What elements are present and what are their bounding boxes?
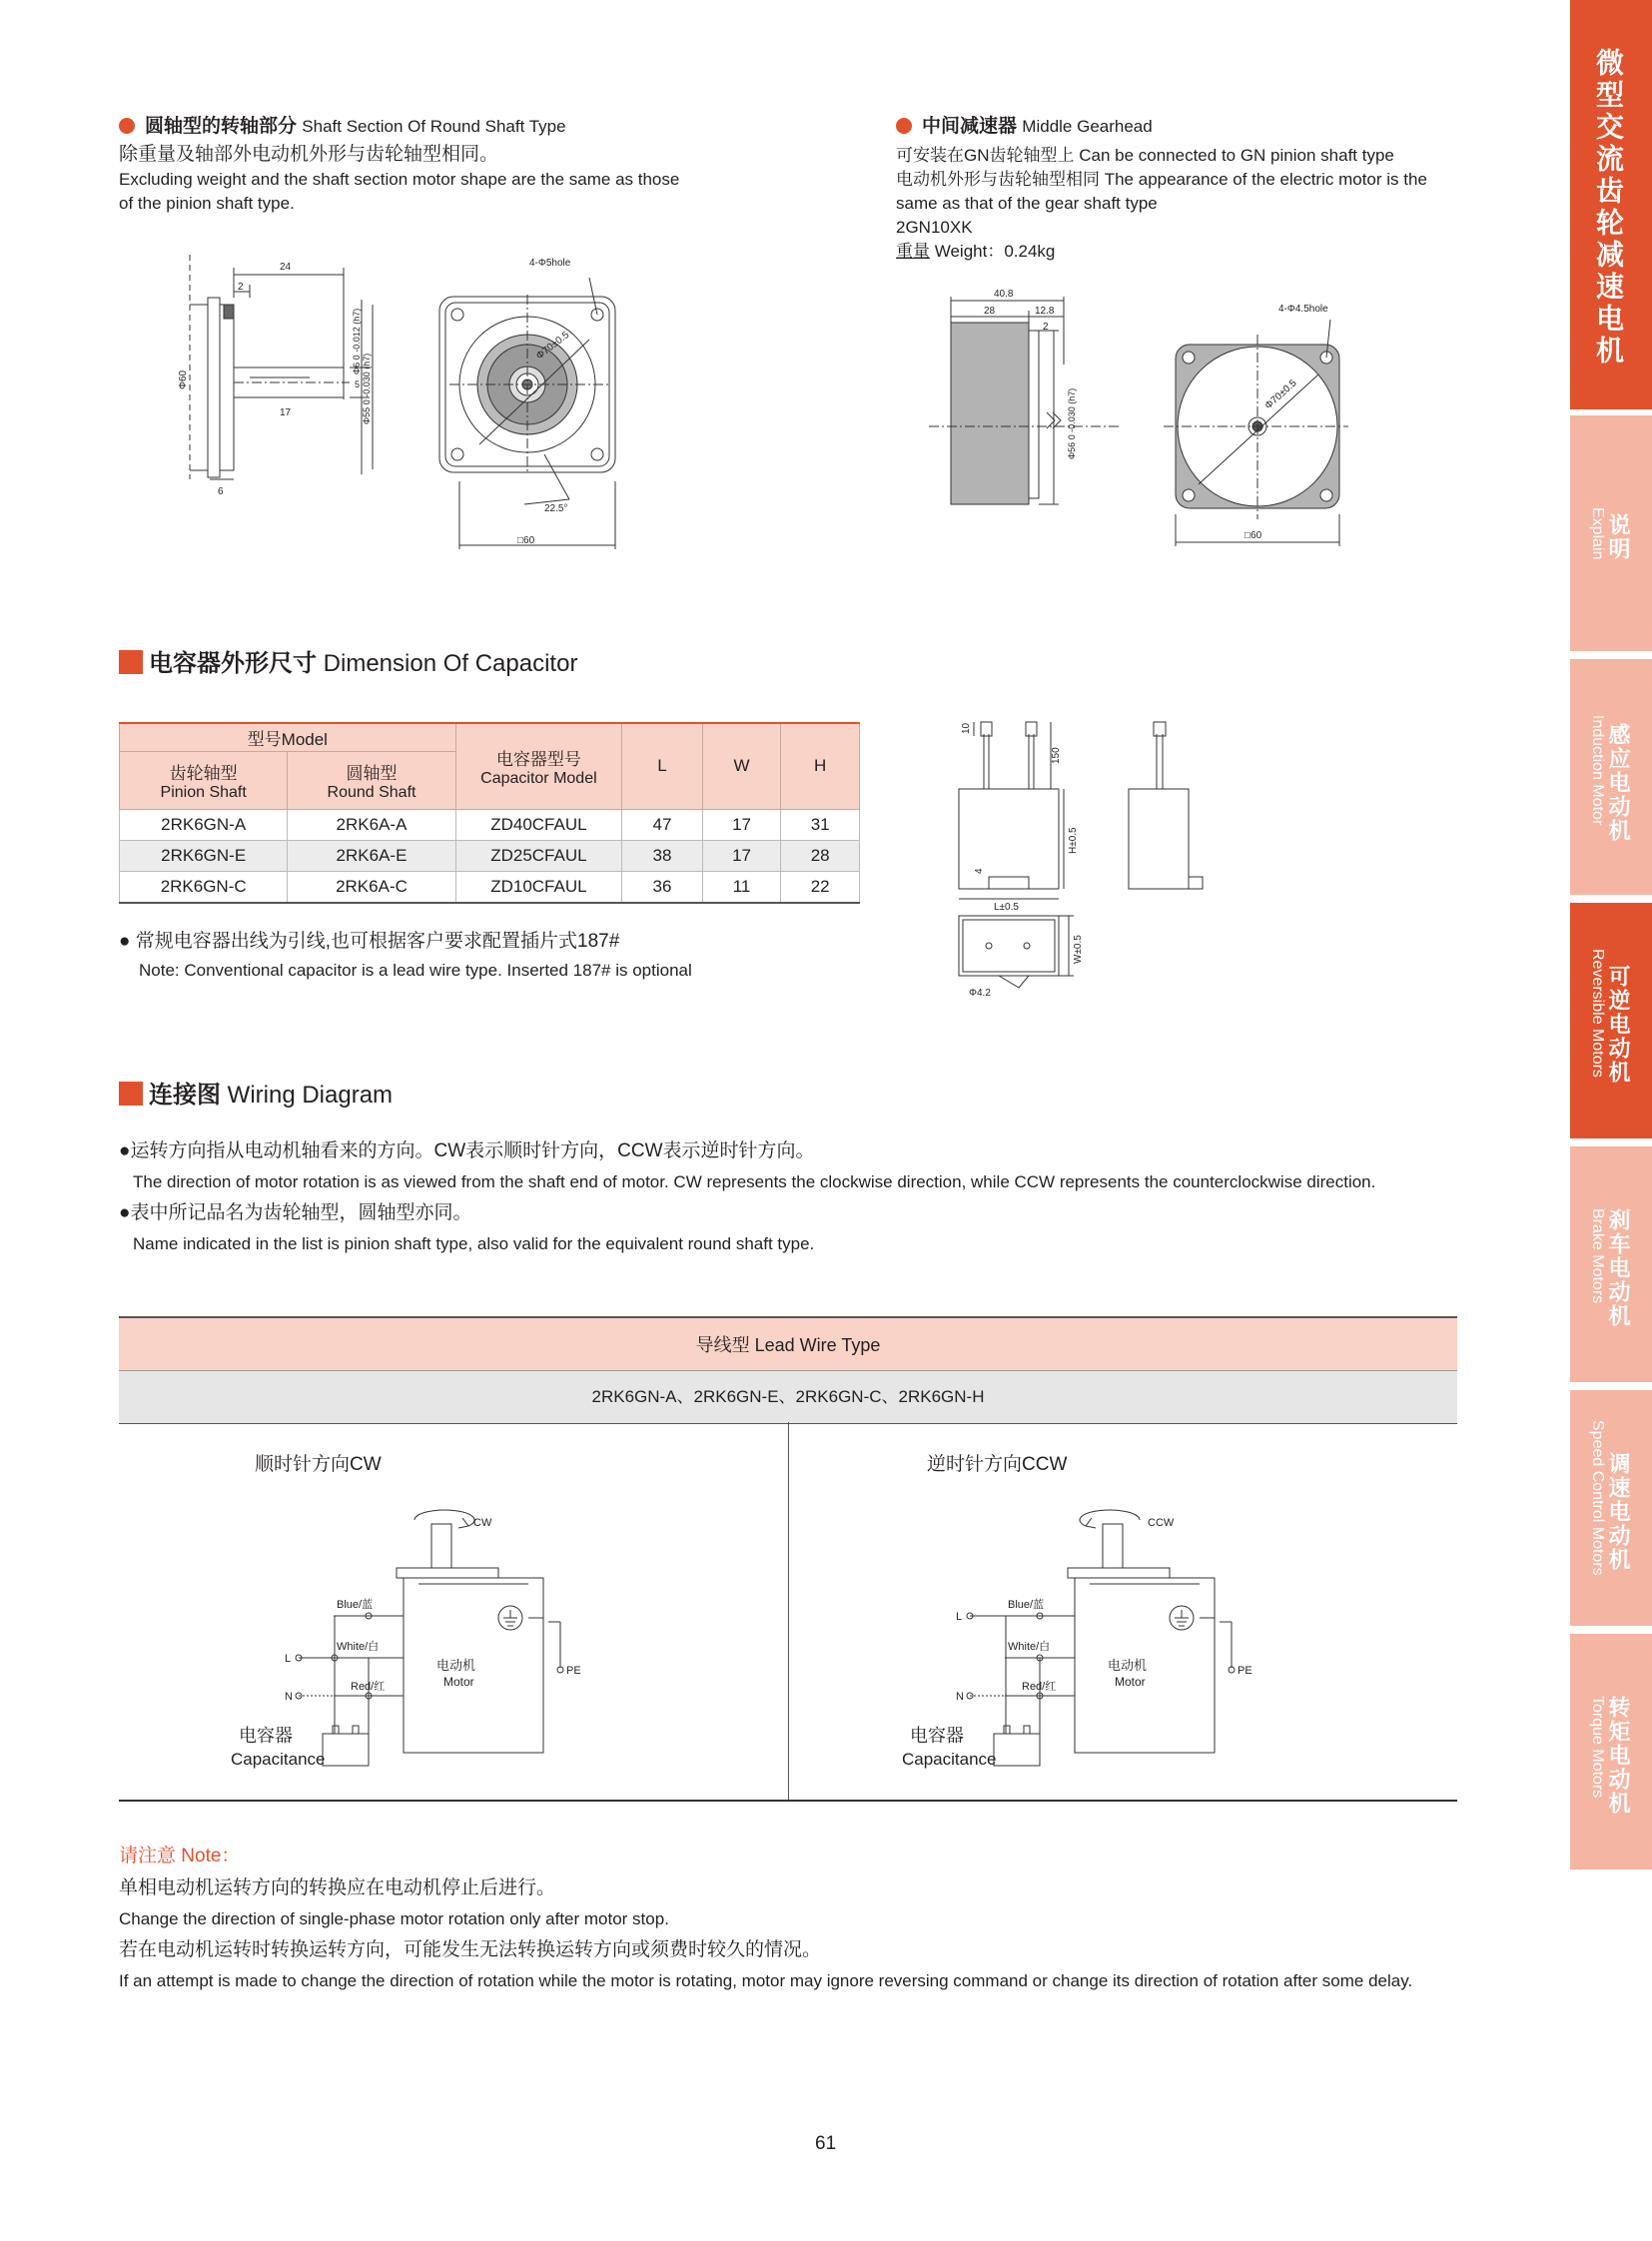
sidebar-tab-sublabel: Reversible Motors xyxy=(1589,949,1606,1078)
table-header-capacitor-cn: 电容器型号 xyxy=(495,749,581,769)
red-wire-label: Red/红 xyxy=(351,1681,386,1693)
table-header-capacitor xyxy=(455,723,622,809)
cw-title: 顺时针方向CW xyxy=(255,1454,382,1475)
motor-label-en: Motor xyxy=(443,1675,474,1689)
column-divider xyxy=(788,1422,789,1800)
notes-line-3: 若在电动机运转时转换运转方向，可能发生无法转换运转方向或须费时较久的情况。 xyxy=(119,1939,822,1960)
round-shaft-desc-en-2: of the pinion shaft type. xyxy=(119,194,295,213)
wiring-table-models: 2RK6GN-A、2RK6GN-E、2RK6GN-C、2RK6GN-H xyxy=(119,1370,1457,1424)
dim-10: 10 xyxy=(961,722,972,734)
dim-2: 2 xyxy=(1043,322,1049,333)
round-shaft-desc-en-1: Excluding weight and the shaft section motor shape are the same as those xyxy=(119,170,680,189)
table-header-round-cn: 圆轴型 xyxy=(346,763,398,783)
round-shaft-desc-cn: 除重量及轴部外电动机外形与齿轮轴型相同。 xyxy=(119,144,499,165)
table-header-round-en: Round Shaft xyxy=(327,783,416,801)
sidebar-tab-title xyxy=(1570,0,1652,409)
table-header-l: L xyxy=(622,723,703,809)
capacitor-title-cn: 电容器外形尺寸 xyxy=(149,650,317,677)
gearhead-title-en: Middle Gearhead xyxy=(1022,117,1153,136)
wiring-bullet-1-en: The direction of motor rotation is as viewed from the shaft end of motor. CW represents the clockwise direction, while CCW represents the counterclockwise direction. xyxy=(133,1172,1376,1191)
gearhead-line-2: 电动机外形与齿轮轴型相同 The appearance of the electric motor is the xyxy=(896,170,1427,189)
sidebar-tab-sublabel: Induction Motor xyxy=(1589,715,1606,826)
wiring-title-cn: 连接图 xyxy=(149,1082,221,1109)
capacitor-title-en: Dimension Of Capacitor xyxy=(323,650,578,677)
dim-phi55: Φ55 0 -0.030 (h7) xyxy=(362,353,372,424)
notes-line-2: Change the direction of single-phase motor rotation only after motor stop. xyxy=(119,1909,669,1928)
gearhead-line-3: same as that of the gear shaft type xyxy=(896,194,1158,213)
wiring-title-en: Wiring Diagram xyxy=(227,1082,394,1109)
table-header-w: W xyxy=(702,723,781,809)
white-wire-label: White/白 xyxy=(1008,1641,1051,1653)
round-shaft-section xyxy=(119,114,718,216)
dim-sq60: □60 xyxy=(1244,530,1262,541)
l-terminal-label: L xyxy=(285,1653,292,1665)
capacitor-note-en: Note: Conventional capacitor is a lead wire type. Inserted 187# is optional xyxy=(139,961,692,980)
motor-label-en: Motor xyxy=(1115,1675,1146,1689)
bullet-icon xyxy=(896,118,912,134)
sidebar-tab-induction[interactable] xyxy=(1570,659,1652,895)
sidebar-tab-torque[interactable] xyxy=(1570,1634,1652,1869)
dim-phi60: Φ60 xyxy=(178,370,189,389)
blue-wire-label: Blue/蓝 xyxy=(1008,1599,1045,1611)
table-header-h: H xyxy=(781,723,860,809)
dim-h: H±0.5 xyxy=(1068,827,1079,854)
wiring-bullet-2-cn: ●表中所记品名为齿轮轴型，圆轴型亦同。 xyxy=(119,1202,472,1223)
table-cell: 2RK6GN-A xyxy=(120,809,288,840)
sidebar-tab-label: 微型交流齿轮减速电机 xyxy=(1593,48,1624,368)
wiring-section-title xyxy=(119,1081,393,1111)
dim-12-8: 12.8 xyxy=(1035,306,1055,317)
sidebar-tab-speed[interactable] xyxy=(1570,1390,1652,1626)
section-marker-icon xyxy=(119,650,143,674)
table-cell: 17 xyxy=(702,809,781,840)
table-header-pinion-en: Pinion Shaft xyxy=(160,783,247,801)
round-shaft-title-cn: 圆轴型的转轴部分 xyxy=(145,116,298,137)
wiring-table-header: 导线型 Lead Wire Type xyxy=(119,1316,1457,1372)
sidebar-tab-label: 说明 xyxy=(1606,513,1631,561)
gearhead-section xyxy=(896,114,1495,264)
table-cell: 2RK6A-E xyxy=(288,840,455,871)
dim-phi42: Φ4.2 xyxy=(969,988,991,999)
table-cell: 47 xyxy=(622,809,703,840)
notes-line-1: 单相电动机运转方向的转换应在电动机停止后进行。 xyxy=(119,1877,556,1898)
wiring-bullet-1-cn: ●运转方向指从电动机轴看来的方向。CW表示顺时针方向，CCW表示逆时针方向。 xyxy=(119,1140,815,1161)
dim-phi70: Φ70±0.5 xyxy=(1262,377,1299,412)
motor-label-cn: 电动机 xyxy=(436,1658,476,1673)
sidebar-tab-label: 转矩电动机 xyxy=(1606,1696,1631,1816)
l-terminal-label: L xyxy=(956,1611,963,1623)
dim-150: 150 xyxy=(1051,747,1062,764)
sidebar-tab-brake[interactable] xyxy=(1570,1146,1652,1382)
table-cell: 2RK6GN-C xyxy=(120,871,288,903)
round-shaft-title-en: Shaft Section Of Round Shaft Type xyxy=(302,117,566,136)
notes-line-4: If an attempt is made to change the direction of rotation while the motor is rotating, motor may ignore reversing command or change its direction of rotation after some delay. xyxy=(119,1971,1413,1990)
notes-section xyxy=(119,1844,1537,1993)
table-cell: 2RK6A-C xyxy=(288,871,455,903)
red-wire-label: Red/红 xyxy=(1022,1681,1057,1693)
table-header-pinion-cn: 齿轮轴型 xyxy=(169,763,238,783)
ccw-title: 逆时针方向CCW xyxy=(927,1454,1068,1475)
table-row xyxy=(120,871,860,903)
dim-phi56: Φ56 0 -0.030 (h7) xyxy=(1067,387,1077,459)
table-cell: 38 xyxy=(622,840,703,871)
page-number: 61 xyxy=(815,2133,837,2154)
capacitor-drawing xyxy=(939,714,1239,1014)
table-cell: 36 xyxy=(622,871,703,903)
gearhead-drawing xyxy=(929,285,1448,554)
dim-l: L±0.5 xyxy=(994,902,1019,913)
wiring-table-body xyxy=(119,1422,1457,1802)
sidebar-tab-label: 刹车电动机 xyxy=(1606,1208,1631,1328)
n-terminal-label: N xyxy=(285,1691,293,1703)
dim-6: 6 xyxy=(218,486,224,497)
capacitor-label-cn: 电容器 xyxy=(239,1726,293,1746)
dim-w: W±0.5 xyxy=(1073,935,1084,964)
sidebar-tab-reversible[interactable] xyxy=(1570,903,1652,1138)
dim-2: 2 xyxy=(238,282,244,293)
table-cell: 2RK6A-A xyxy=(288,809,455,840)
dim-phi6: Φ6 0 -0.012 (h7) xyxy=(352,308,362,374)
table-header-model: 型号Model xyxy=(120,723,456,751)
dim-4: 4 xyxy=(974,868,985,874)
wiring-notes xyxy=(119,1138,1517,1256)
dim-hole: 4-Φ5hole xyxy=(529,258,571,269)
capacitor-section-title xyxy=(119,649,577,679)
table-cell: ZD40CFAUL xyxy=(455,809,622,840)
capacitor-label-cn: 电容器 xyxy=(910,1726,964,1746)
dim-sq60: □60 xyxy=(517,535,535,546)
cw-label: CW xyxy=(473,1517,492,1529)
blue-wire-label: Blue/蓝 xyxy=(337,1599,374,1611)
dim-phi70: Φ70±0.5 xyxy=(534,329,572,363)
dim-5: 5 xyxy=(355,379,361,389)
sidebar-tab-sublabel: Explain xyxy=(1589,507,1606,560)
round-shaft-drawing xyxy=(150,250,669,549)
sidebar-tab-sublabel: Speed Control Motors xyxy=(1589,1420,1606,1576)
capacitor-table xyxy=(119,722,860,904)
capacitor-note-cn: ● 常规电容器出线为引线,也可根据客户要求配置插片式187# xyxy=(119,931,620,952)
table-cell: 31 xyxy=(781,809,860,840)
wiring-bullet-2-en: Name indicated in the list is pinion shaft type, also valid for the equivalent round shaft type. xyxy=(133,1234,815,1253)
capacitor-label-en: Capacitance xyxy=(902,1750,997,1769)
table-cell: ZD10CFAUL xyxy=(455,871,622,903)
dim-40-8: 40.8 xyxy=(994,289,1014,300)
sidebar-tab-label: 感应电动机 xyxy=(1606,723,1631,843)
table-cell: ZD25CFAUL xyxy=(455,840,622,871)
table-row xyxy=(120,840,860,871)
gearhead-title-cn: 中间减速器 xyxy=(922,116,1018,137)
gearhead-weight-cn: 重量 xyxy=(896,242,930,261)
table-cell: 2RK6GN-E xyxy=(120,840,288,871)
dim-17: 17 xyxy=(280,407,292,418)
notes-title: 请注意 Note： xyxy=(119,1846,241,1867)
dim-28: 28 xyxy=(984,306,996,317)
cw-wiring-diagram xyxy=(199,1492,718,1792)
dim-angle: 22.5° xyxy=(544,503,568,514)
gearhead-model: 2GN10XK xyxy=(896,218,973,237)
motor-label-cn: 电动机 xyxy=(1108,1658,1148,1673)
ccw-wiring-diagram xyxy=(870,1492,1389,1792)
sidebar-tab-sublabel: Torque Motors xyxy=(1589,1696,1606,1799)
sidebar-tab-sublabel: Brake Motors xyxy=(1589,1208,1606,1304)
pe-terminal-label: PE xyxy=(566,1665,581,1677)
sidebar-tab-label: 可逆电动机 xyxy=(1606,965,1631,1085)
n-terminal-label: N xyxy=(956,1691,964,1703)
table-row xyxy=(120,809,860,840)
gearhead-weight-en: Weight：0.24kg xyxy=(934,242,1056,261)
dim-24: 24 xyxy=(280,262,292,273)
table-header-round xyxy=(288,751,455,809)
table-cell: 11 xyxy=(702,871,781,903)
sidebar-tab-explain[interactable] xyxy=(1570,415,1652,651)
table-cell: 22 xyxy=(781,871,860,903)
table-cell: 28 xyxy=(781,840,860,871)
gearhead-line-1: 可安装在GN齿轮轴型上 Can be connected to GN pinion shaft type xyxy=(896,146,1394,165)
section-marker-icon xyxy=(119,1082,143,1106)
white-wire-label: White/白 xyxy=(337,1641,380,1653)
table-header-pinion xyxy=(120,751,288,809)
capacitor-note xyxy=(119,929,692,983)
bullet-icon xyxy=(119,118,135,134)
ccw-label: CCW xyxy=(1148,1517,1175,1529)
table-cell: 17 xyxy=(702,840,781,871)
pe-terminal-label: PE xyxy=(1238,1665,1252,1677)
sidebar-tab-label: 调速电动机 xyxy=(1606,1452,1631,1572)
capacitor-label-en: Capacitance xyxy=(231,1750,326,1769)
table-header-capacitor-en: Capacitor Model xyxy=(480,769,597,787)
dim-hole: 4-Φ4.5hole xyxy=(1278,304,1328,315)
